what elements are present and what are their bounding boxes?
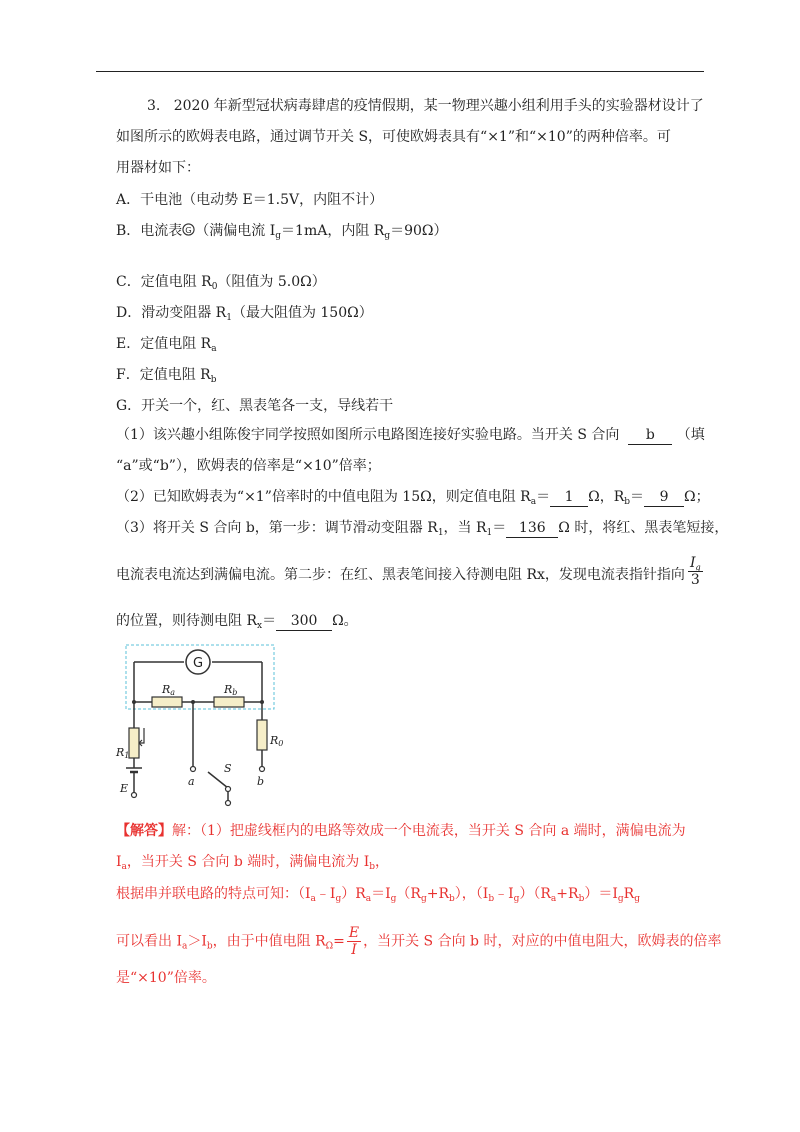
rheostat-r1 bbox=[129, 728, 139, 758]
answer-line-4: 可以看出 $I_a>I_b$，由于中值电阻 $R_\Omega=$ $\frac{E}{I}$ ，当开关 S 合向 b 时，对应的中值电阻大，欧姆表的倍率 bbox=[116, 925, 722, 958]
item-g: G．开关一个，红、黑表笔各一支，导线若干 bbox=[116, 398, 394, 414]
item-d: D．滑动变阻器 $R_1$（最大阻值为 150Ω） bbox=[116, 305, 373, 323]
q3-line-2: 电流表电流达到满偏电流。第二步：在红、黑表笔间接入待测电阻 Rx，发现电流表指针指向 bbox=[116, 567, 685, 583]
terminal-b-label: b bbox=[257, 775, 265, 788]
item-f: F．定值电阻 $R_b$ bbox=[116, 367, 217, 385]
q1-line-2: “a”或“b”），欧姆表的倍率是“×10”倍率； bbox=[116, 458, 381, 474]
q3-r1-blank: 136 bbox=[506, 520, 558, 538]
problem-number: 3. bbox=[147, 98, 161, 114]
stem-line-1: 3. 2020 年新型冠状病毒肆虐的疫情假期，某一物理兴趣小组利用手头的实验器材设计了 bbox=[147, 98, 704, 114]
r0-label: R0 bbox=[270, 734, 284, 748]
terminal-a-label: a bbox=[188, 775, 195, 788]
item-b: B．电流表 G （满偏电流 $I_g=1mA$，内阻 $R_g=90\Omega$） bbox=[116, 223, 448, 241]
switch-label: S bbox=[224, 762, 232, 775]
q2-ra-blank: 1 bbox=[550, 489, 588, 507]
q2-line: （2）已知欧姆表为“×1”倍率时的中值电阻为 15Ω，则定值电阻 $R_a= 1$ Ω，$R_b= 9$ Ω； bbox=[116, 489, 710, 507]
stem-line-3: 用器材如下： bbox=[116, 160, 200, 176]
resistor-r0 bbox=[257, 720, 267, 750]
answer-line-3: 根据串并联电路的特点可知：$(I_a﹣I_g)R_a=I_g(R_g+R_b)$，$(I_b﹣I_g)(R_a+R_b)=I_gR_g$ bbox=[116, 886, 640, 904]
rb-label: Rb bbox=[224, 683, 238, 697]
answer-fraction: $\frac{E}{I}$ bbox=[348, 925, 360, 958]
answer-line-1: 【解答】解：（1）把虚线框内的电路等效成一个电流表，当开关 S 合向 a 端时，满偏电流为 bbox=[116, 823, 686, 839]
q1-line-1: （1）该兴趣小组陈俊宇同学按照如图所示电路图连接好实验电路。当开关 S 合向 b （填 bbox=[116, 427, 705, 443]
q1-answer-blank: b bbox=[628, 427, 672, 445]
q3-line-3: 的位置，则待测电阻 $R_x= 300$ Ω。 bbox=[116, 613, 358, 631]
q3-line-1: （3）将开关 S 合向 b，第一步：调节滑动变阻器 $R_1$，当 $R_1= 136$ Ω 时，将红、黑表笔短接， bbox=[116, 520, 729, 538]
stem-line-2: 如图所示的欧姆表电路，通过调节开关 S，可使欧姆表具有“×1”和“×10”的两种倍率。可 bbox=[116, 129, 671, 145]
q3-fraction: $\frac{I_g}{3}$ bbox=[690, 555, 701, 588]
ra-label: Ra bbox=[162, 683, 176, 697]
item-c: C．定值电阻 $R_0$（阻值为 5.0Ω） bbox=[116, 274, 326, 292]
item-e: E．定值电阻 $R_a$ bbox=[116, 336, 217, 354]
item-a: A．干电池（电动势 E＝1.5V，内阻不计） bbox=[116, 192, 384, 208]
q2-rb-blank: 9 bbox=[644, 489, 684, 507]
circuit-diagram bbox=[112, 640, 282, 810]
emf-label: E bbox=[120, 782, 129, 795]
header-rule bbox=[96, 71, 704, 72]
q3-rx-blank: 300 bbox=[276, 613, 332, 631]
ammeter-icon bbox=[182, 223, 195, 236]
svg-text:G: G bbox=[185, 224, 193, 235]
galvanometer-label: G bbox=[192, 656, 204, 671]
r1-label: R1 bbox=[116, 746, 130, 760]
answer-line-2: $I_a$，当开关 S 合向 b 端时，满偏电流为 $I_b$， bbox=[116, 854, 390, 872]
resistor-rb bbox=[214, 697, 244, 707]
answer-line-5: 是“×10”倍率。 bbox=[116, 970, 216, 986]
answer-tag: 【解答】 bbox=[116, 823, 172, 839]
resistor-ra bbox=[152, 697, 182, 707]
